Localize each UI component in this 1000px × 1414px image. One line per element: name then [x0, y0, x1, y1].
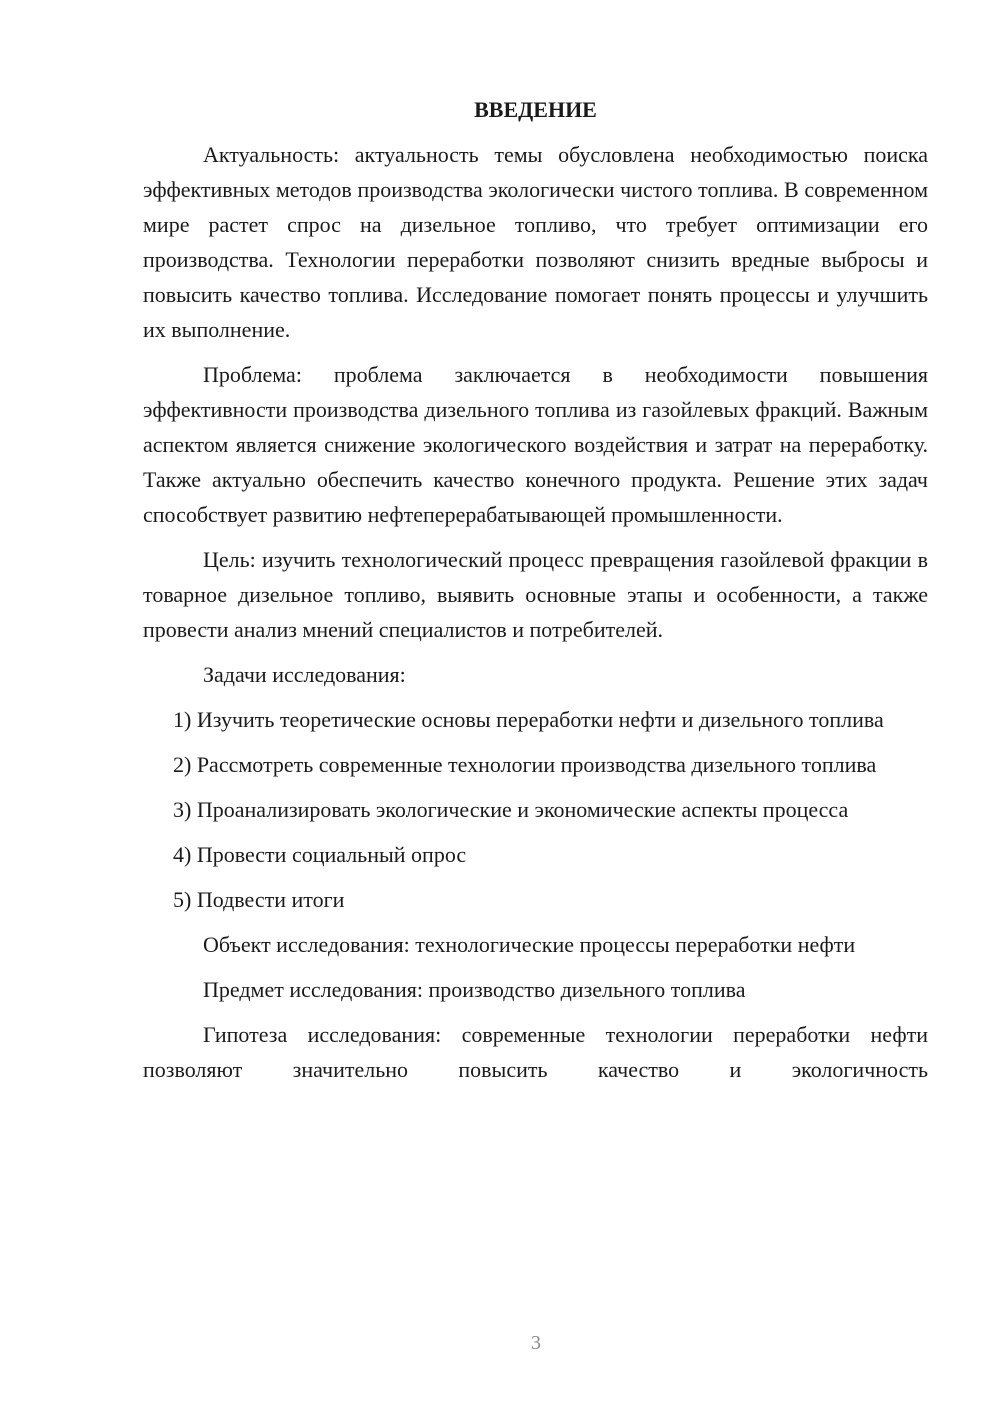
task-item-3: 3) Проанализировать экологические и экономические аспекты процесса [173, 797, 849, 822]
task-item-5: 5) Подвести итоги [173, 887, 345, 912]
page-number: 3 [531, 1332, 541, 1354]
paragraph-subject: Предмет исследования: производство дизельного топлива [203, 977, 746, 1002]
paragraph-hypothesis: Гипотеза исследования: современные технологии переработки нефти позволяют значительно повысить качество и экологичность [143, 1022, 928, 1082]
paragraph-object: Объект исследования: технологические процессы переработки нефти [203, 932, 856, 957]
paragraph-goal: Цель: изучить технологический процесс превращения газойлевой фракции в товарное дизельное топливо, выявить основные этапы и особенности, а также провести анализ мнений специалистов и потребителей. [143, 547, 928, 642]
tasks-heading: Задачи исследования: [203, 662, 406, 687]
page-content [143, 92, 928, 1097]
section-title: ВВЕДЕНИЕ [474, 97, 597, 122]
paragraph-relevance: Актуальность: актуальность темы обусловлена необходимостью поиска эффективных методов производства экологически чистого топлива. В современном мире растет спрос на дизельное топливо, что требует оптимизации его производства. Технологии переработки позволяют снизить вредные выбросы и повысить качество топлива. Исследование помогает понять процессы и улучшить их выполнение. [143, 142, 928, 342]
task-item-1: 1) Изучить теоретические основы переработки нефти и дизельного топлива [173, 707, 884, 732]
paragraph-problem: Проблема: проблема заключается в необходимости повышения эффективности производства дизельного топлива из газойлевых фракций. Важным аспектом является снижение экологического воздействия и затрат на переработку. Также актуально обеспечить качество конечного продукта. Решение этих задач способствует развитию нефтеперерабатывающей промышленности. [143, 362, 928, 527]
task-item-4: 4) Провести социальный опрос [173, 842, 467, 867]
task-item-2: 2) Рассмотреть современные технологии производства дизельного топлива [173, 752, 877, 777]
